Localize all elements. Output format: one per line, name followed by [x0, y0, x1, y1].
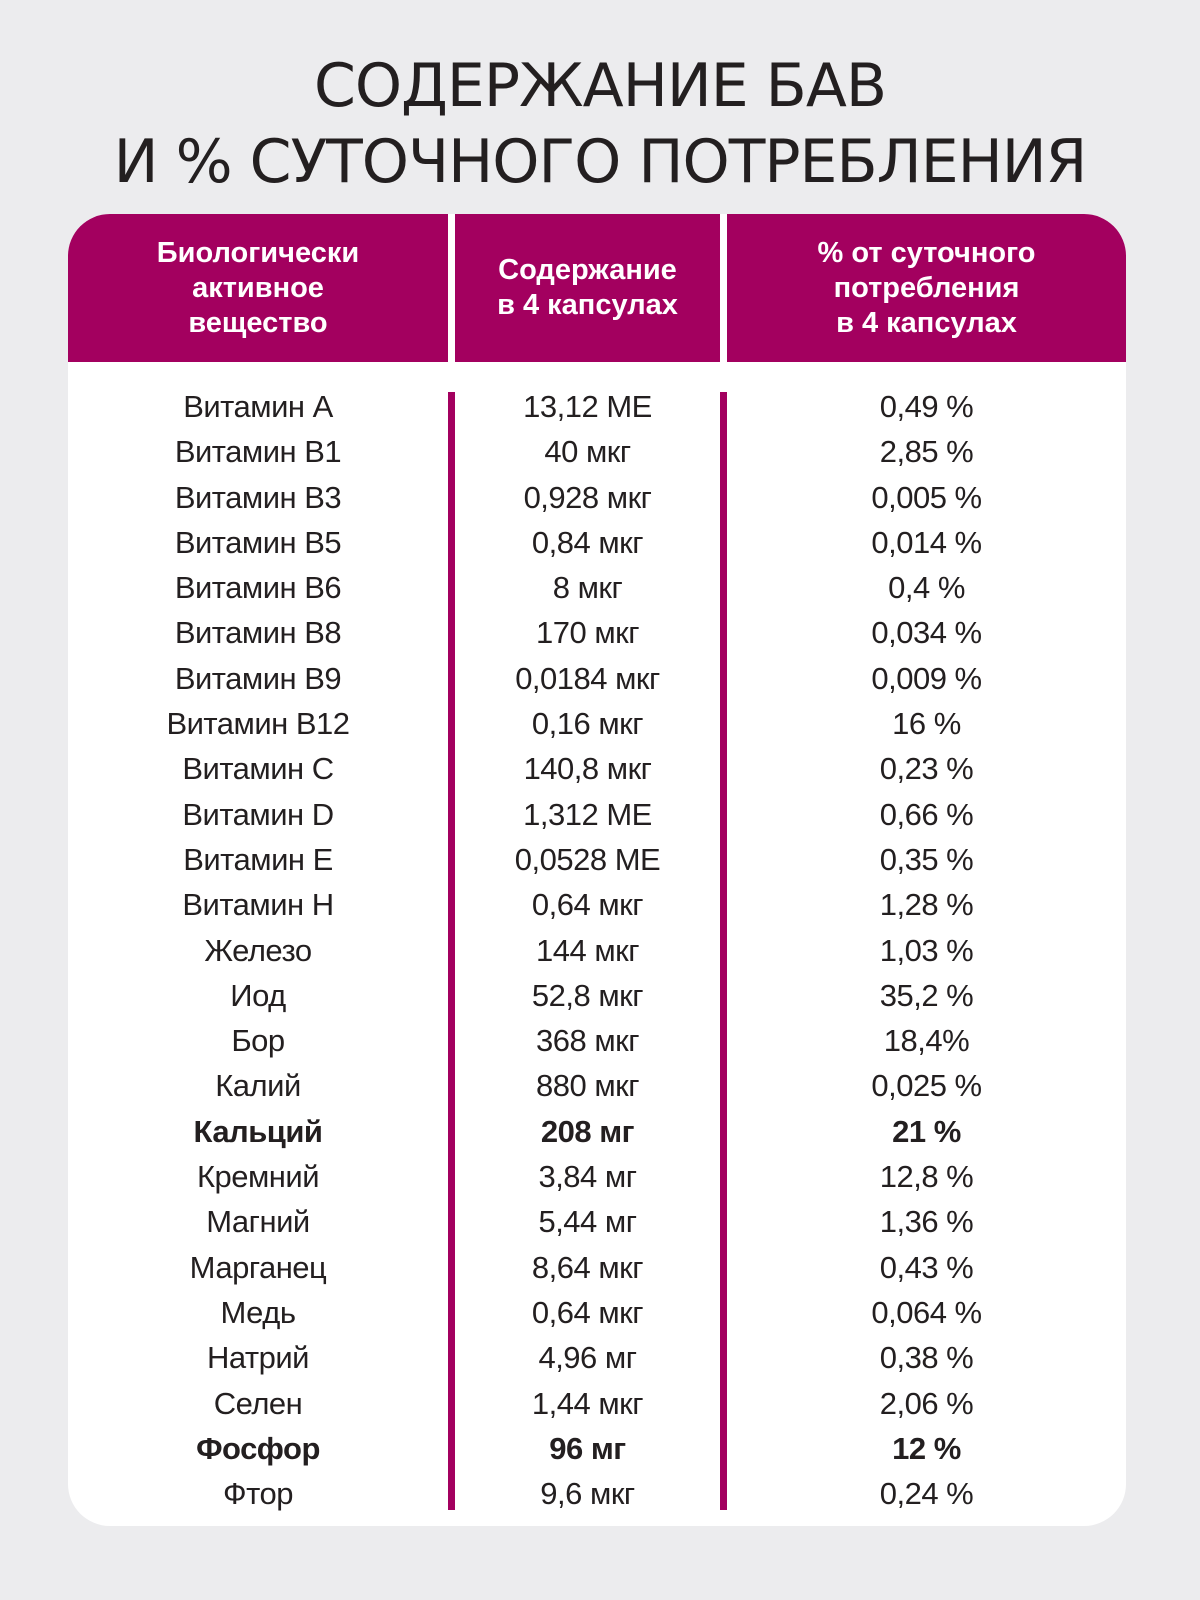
amount-cell: 8,64 мкг: [531, 1249, 644, 1285]
substance-name: Бор: [231, 1023, 285, 1059]
substance-name: Калий: [215, 1068, 301, 1104]
amount-cell: 144 мкг: [535, 932, 640, 968]
substance-name: Иод: [230, 977, 286, 1013]
substance-name: Витамин Е: [183, 841, 333, 877]
table-row: [68, 475, 1126, 520]
daily-percent-cell: 0,064 %: [871, 1294, 982, 1330]
substance-name: Витамин D: [182, 796, 334, 832]
amount-cell: 0,16 мкг: [531, 706, 644, 742]
table-row: [68, 1381, 1126, 1426]
substance-name: Магний: [206, 1204, 310, 1240]
table-row: [68, 792, 1126, 837]
daily-percent-cell: 0,49 %: [879, 389, 974, 424]
table-row: [68, 928, 1126, 973]
amount-cell: 368 мкг: [535, 1023, 640, 1059]
substance-name: Витамин С: [182, 751, 334, 787]
daily-percent-cell: 12,8 %: [879, 1159, 974, 1195]
substance-name: Витамин А: [183, 389, 333, 424]
daily-percent-cell: 35,2 %: [879, 977, 974, 1013]
amount-cell: 208 мг: [540, 1113, 635, 1149]
substance-name: Селен: [213, 1385, 303, 1421]
daily-percent-cell: 0,014 %: [871, 524, 982, 560]
table-row: [68, 837, 1126, 882]
header-substance: Биологически активное вещество: [68, 214, 448, 362]
table-row: [68, 565, 1126, 610]
substance-name: Кальций: [193, 1113, 323, 1149]
daily-percent-cell: 0,24 %: [879, 1476, 974, 1512]
daily-percent-cell: 1,36 %: [879, 1204, 974, 1240]
amount-cell: 0,0528 МЕ: [514, 841, 661, 877]
daily-percent-cell: 0,009 %: [871, 660, 982, 696]
substance-name: Медь: [220, 1294, 296, 1330]
substance-name: Витамин В6: [174, 570, 342, 606]
table-row: [68, 1109, 1126, 1154]
table-body: [68, 384, 1126, 1516]
table-row: [68, 973, 1126, 1018]
substance-name: Витамин В5: [174, 524, 342, 560]
table-row: [68, 610, 1126, 655]
table-row: [68, 746, 1126, 791]
table-row: [68, 1154, 1126, 1199]
amount-cell: 0,64 мкг: [531, 1294, 644, 1330]
daily-percent-cell: 18,4%: [883, 1023, 970, 1059]
table-row: [68, 1245, 1126, 1290]
substance-name: Витамин В9: [174, 660, 342, 696]
amount-cell: 96 мг: [549, 1430, 626, 1466]
amount-cell: 140,8 мкг: [523, 751, 652, 787]
amount-cell: 0,928 мкг: [523, 479, 652, 515]
amount-cell: 1,312 МЕ: [523, 796, 652, 832]
table-row: [68, 384, 1126, 429]
daily-percent-cell: 16 %: [892, 706, 961, 742]
page-title-line-2: И % СУТОЧНОГО ПОТРЕБЛЕНИЯ: [113, 127, 1087, 197]
amount-cell: 8 мкг: [552, 570, 623, 606]
daily-percent-cell: 0,4 %: [888, 570, 965, 606]
header-daily-percent: % от суточного потребления в 4 капсулах: [727, 214, 1126, 362]
daily-percent-cell: 0,005 %: [871, 479, 982, 515]
amount-cell: 0,0184 мкг: [515, 660, 660, 696]
amount-cell: 0,64 мкг: [531, 887, 644, 923]
substance-name: Железо: [204, 932, 312, 968]
table-row: [68, 1426, 1126, 1471]
amount-cell: 0,84 мкг: [531, 524, 644, 560]
daily-percent-cell: 0,38 %: [879, 1340, 974, 1376]
daily-percent-cell: 2,06 %: [879, 1385, 974, 1421]
table-row: [68, 1290, 1126, 1335]
table-row: [68, 1471, 1126, 1516]
substance-name: Витамин Н: [182, 887, 334, 923]
table-row: [68, 1335, 1126, 1380]
daily-percent-cell: 21 %: [892, 1113, 961, 1149]
table-row: [68, 1018, 1126, 1063]
table-row: [68, 701, 1126, 746]
header-amount: Содержание в 4 капсулах: [455, 214, 720, 362]
table-row: [68, 1199, 1126, 1244]
daily-percent-cell: 1,28 %: [879, 887, 974, 923]
page-title: [0, 48, 1200, 200]
amount-cell: 170 мкг: [535, 615, 640, 651]
daily-percent-cell: 0,35 %: [879, 841, 974, 877]
substance-name: Витамин В8: [174, 615, 342, 651]
amount-cell: 13,12 МЕ: [523, 389, 652, 424]
substance-name: Кремний: [196, 1159, 320, 1195]
table-row: [68, 1063, 1126, 1108]
daily-percent-cell: 0,025 %: [871, 1068, 982, 1104]
table-row: [68, 520, 1126, 565]
daily-percent-cell: 0,23 %: [879, 751, 974, 787]
amount-cell: 9,6 мкг: [540, 1476, 635, 1512]
table-row: [68, 656, 1126, 701]
substance-name: Марганец: [189, 1249, 327, 1285]
page-title-line-1: СОДЕРЖАНИЕ БАВ: [313, 51, 887, 121]
substance-name: Фосфор: [196, 1430, 320, 1466]
amount-cell: 5,44 мг: [538, 1204, 637, 1240]
substance-name: Витамин В3: [174, 479, 342, 515]
amount-cell: 880 мкг: [535, 1068, 640, 1104]
daily-percent-cell: 12 %: [892, 1430, 961, 1466]
amount-cell: 52,8 мкг: [531, 977, 644, 1013]
amount-cell: 4,96 мг: [538, 1340, 637, 1376]
substance-name: Витамин В12: [166, 706, 350, 742]
daily-percent-cell: 1,03 %: [879, 932, 974, 968]
amount-cell: 40 мкг: [544, 434, 631, 470]
daily-percent-cell: 0,66 %: [879, 796, 974, 832]
daily-percent-cell: 0,034 %: [871, 615, 982, 651]
amount-cell: 3,84 мг: [538, 1159, 637, 1195]
table-row: [68, 429, 1126, 474]
nutrient-table: [68, 214, 1126, 1526]
daily-percent-cell: 2,85 %: [879, 434, 974, 470]
amount-cell: 1,44 мкг: [531, 1385, 644, 1421]
daily-percent-cell: 0,43 %: [879, 1249, 974, 1285]
table-row: [68, 882, 1126, 927]
substance-name: Фтор: [223, 1476, 293, 1512]
substance-name: Натрий: [206, 1340, 310, 1376]
substance-name: Витамин В1: [174, 434, 342, 470]
